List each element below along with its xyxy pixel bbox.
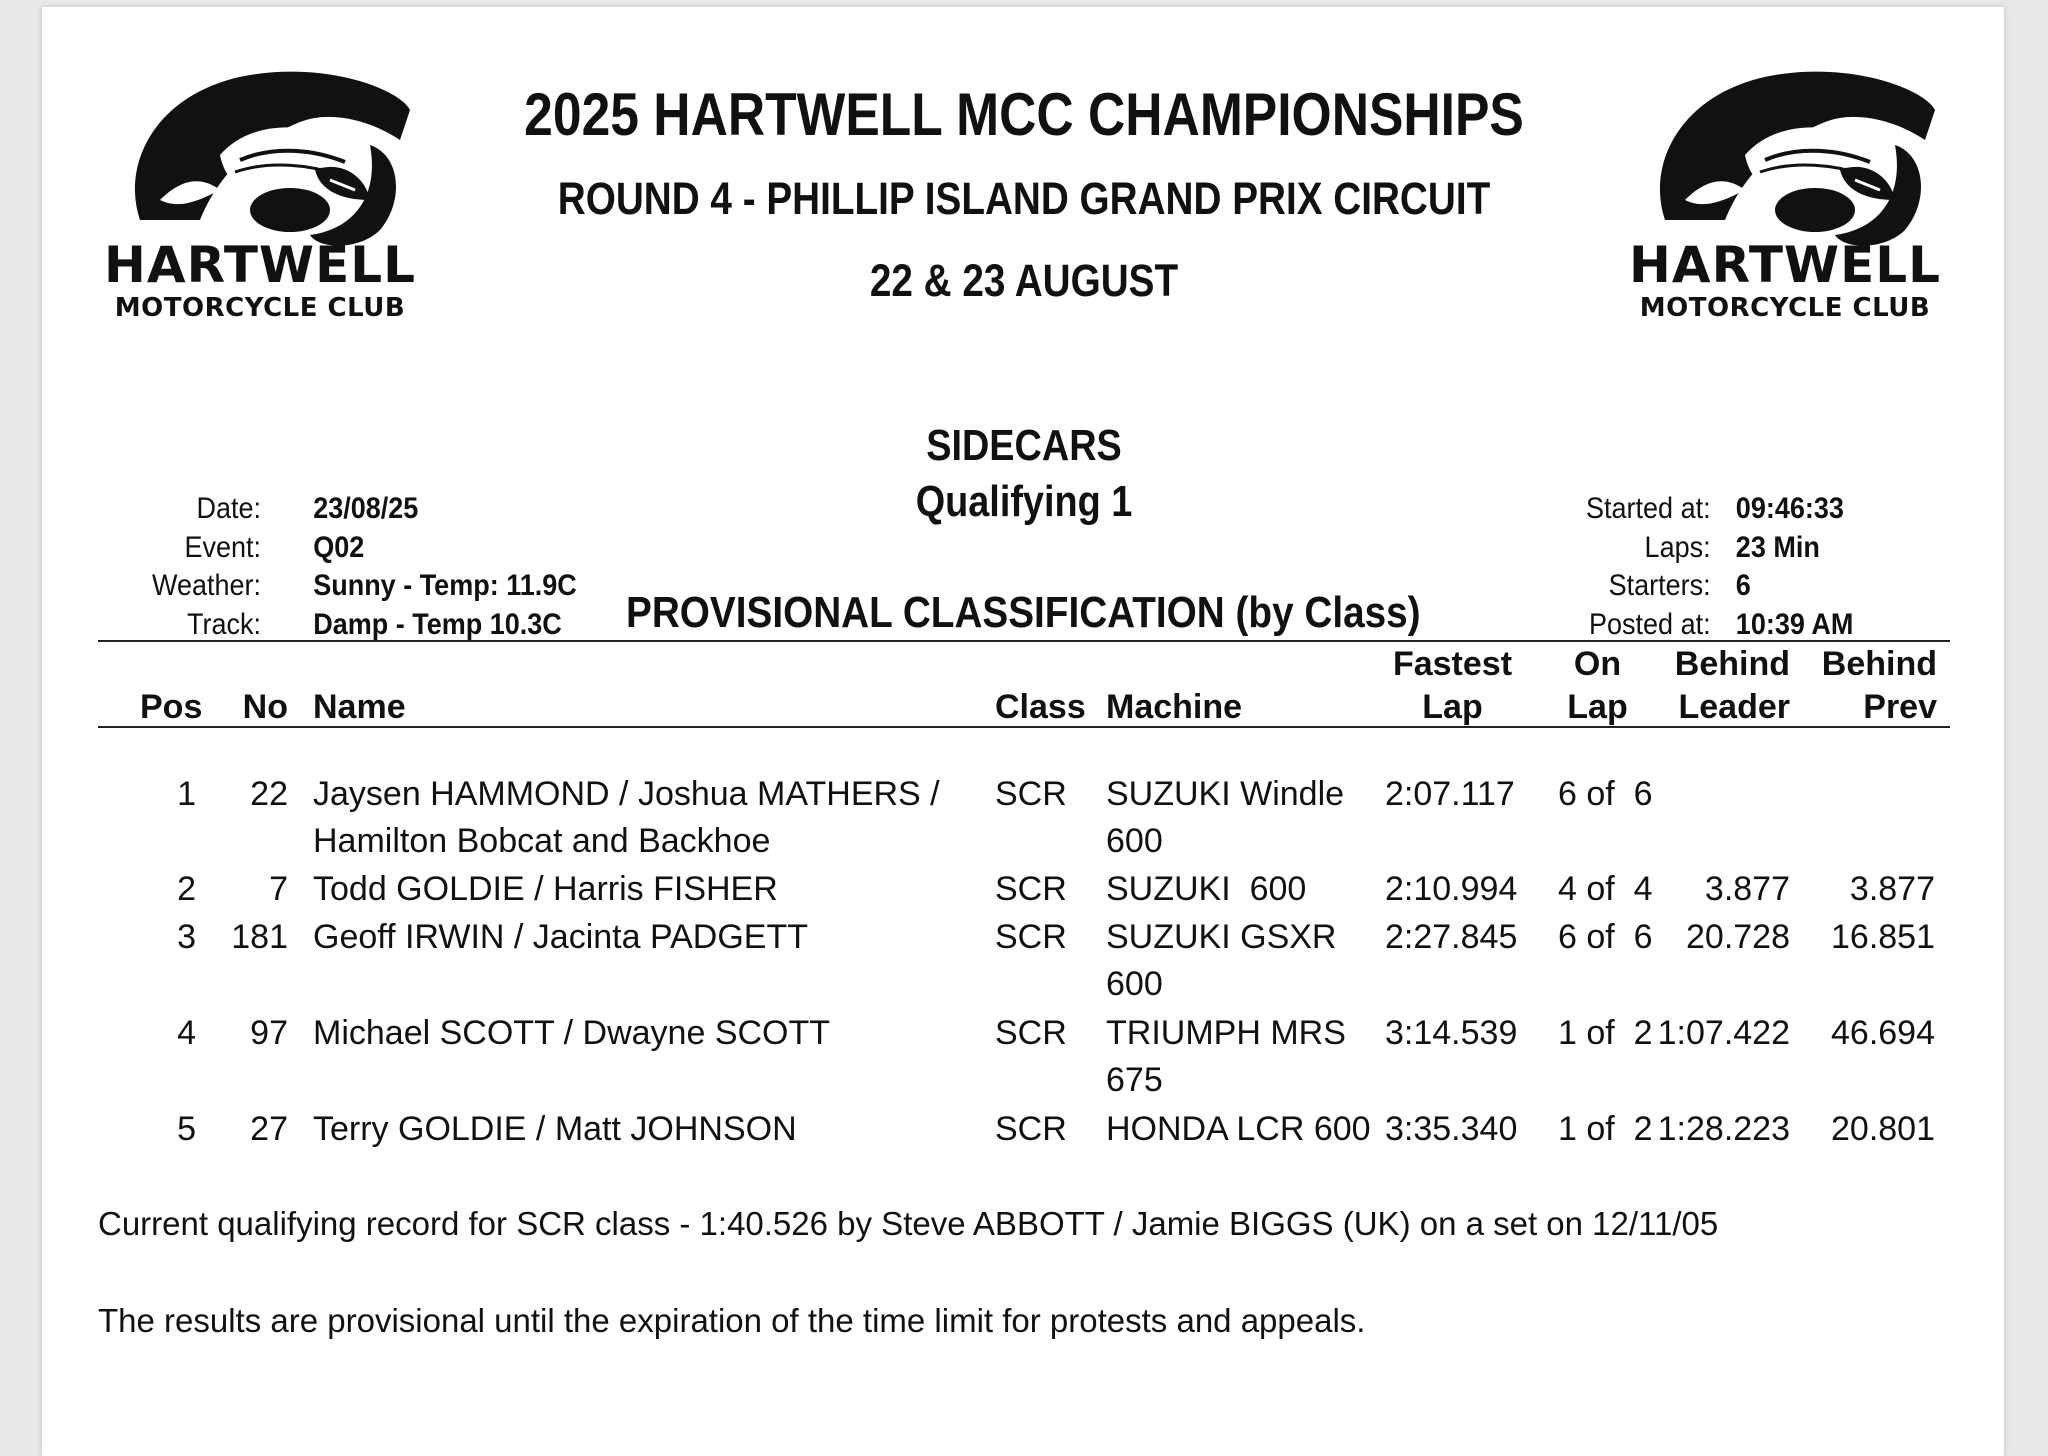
row-pos: 1 — [177, 775, 196, 813]
row-pos: 3 — [177, 918, 196, 956]
col-machine: Machine — [1106, 688, 1243, 726]
col-onlap-2: Lap — [1567, 688, 1628, 726]
row-no: 27 — [250, 1110, 288, 1148]
row-fastest-lap: 3:35.340 — [1385, 1110, 1518, 1148]
row-name: Geoff IRWIN / Jacinta PADGETT — [313, 918, 809, 956]
row-fastest-lap: 2:27.845 — [1385, 918, 1518, 956]
row-on-lap: 4 of 4 — [1558, 870, 1653, 908]
row-behind-leader: 3.877 — [1704, 870, 1790, 908]
row-on-lap: 6 of 6 — [1558, 775, 1653, 813]
row-no: 97 — [250, 1014, 288, 1052]
info-started: 09:46:33 — [1735, 492, 1844, 525]
classification-title: PROVISIONAL CLASSIFICATION (by Class) — [626, 588, 1421, 637]
row-machine-cont: 600 — [1106, 822, 1163, 860]
row-pos: 5 — [177, 1110, 196, 1148]
logo-subtitle: MOTORCYCLE CLUB — [1639, 293, 1931, 323]
info-label: Started at: — [1586, 492, 1711, 525]
col-class: Class — [995, 688, 1086, 726]
col-fastest-1: Fastest — [1392, 645, 1513, 683]
row-behind-prev: 3.877 — [1849, 870, 1935, 908]
row-pos: 2 — [177, 870, 196, 908]
row-fastest-lap: 2:10.994 — [1385, 870, 1518, 908]
row-class: SCR — [995, 918, 1067, 956]
row-machine: SUZUKI GSXR — [1106, 918, 1337, 956]
info-label: Weather: — [151, 569, 261, 602]
row-fastest-lap: 3:14.539 — [1385, 1014, 1518, 1052]
info-weather: Sunny - Temp: 11.9C — [313, 569, 577, 602]
row-name: Todd GOLDIE / Harris FISHER — [313, 870, 778, 908]
row-machine: SUZUKI Windle — [1106, 775, 1345, 813]
row-name: Terry GOLDIE / Matt JOHNSON — [313, 1110, 797, 1148]
row-pos: 4 — [177, 1014, 196, 1052]
row-machine: SUZUKI 600 — [1106, 870, 1307, 908]
category-title: SIDECARS — [926, 421, 1122, 470]
info-date: 23/08/25 — [313, 492, 419, 525]
info-starters: 6 — [1735, 569, 1751, 602]
row-on-lap: 1 of 2 — [1558, 1110, 1653, 1148]
row-name: Michael SCOTT / Dwayne SCOTT — [313, 1014, 831, 1052]
session-title: Qualifying 1 — [915, 477, 1133, 526]
info-event: Q02 — [313, 530, 365, 564]
row-class: SCR — [995, 1014, 1067, 1052]
row-machine-cont: 675 — [1106, 1061, 1163, 1099]
championship-title: 2025 HARTWELL MCC CHAMPIONSHIPS — [524, 81, 1524, 148]
round-title: ROUND 4 - PHILLIP ISLAND GRAND PRIX CIRCUIT — [557, 173, 1491, 224]
provisional-disclaimer: The results are provisional until the expiration of the time limit for protests and appeals. — [98, 1302, 1366, 1339]
info-label: Posted at: — [1589, 607, 1711, 641]
col-behind-prev-1: Behind — [1821, 645, 1937, 683]
row-on-lap: 1 of 2 — [1558, 1014, 1653, 1052]
info-label: Starters: — [1608, 569, 1711, 602]
event-dates: 22 & 23 AUGUST — [869, 255, 1179, 306]
row-name: Jaysen HAMMOND / Joshua MATHERS / — [313, 775, 940, 813]
logo-name: HARTWELL — [104, 236, 416, 294]
col-behind-prev-2: Prev — [1863, 688, 1937, 726]
row-no: 7 — [269, 870, 288, 908]
logo-subtitle: MOTORCYCLE CLUB — [114, 293, 406, 323]
qualifying-record: Current qualifying record for SCR class - 1:40.526 by Steve ABBOTT / Jamie BIGGS (UK) on a set on 12/11/05 — [98, 1205, 1719, 1242]
row-name-cont: Hamilton Bobcat and Backhoe — [313, 822, 771, 860]
row-behind-leader: 1:07.422 — [1657, 1014, 1790, 1052]
row-behind-leader: 20.728 — [1686, 918, 1790, 956]
row-machine: HONDA LCR 600 — [1106, 1110, 1371, 1148]
row-fastest-lap: 2:07.117 — [1385, 775, 1515, 813]
info-label: Event: — [184, 530, 261, 564]
row-no: 181 — [231, 918, 288, 956]
row-class: SCR — [995, 775, 1067, 813]
info-posted: 10:39 AM — [1735, 607, 1854, 641]
row-behind-prev: 46.694 — [1831, 1014, 1935, 1052]
col-behind-leader-2: Leader — [1678, 688, 1790, 726]
row-on-lap: 6 of 6 — [1558, 918, 1653, 956]
col-pos: Pos — [140, 688, 203, 726]
col-fastest-2: Lap — [1422, 688, 1483, 726]
info-label: Track: — [186, 607, 261, 641]
row-class: SCR — [995, 1110, 1067, 1148]
row-machine-cont: 600 — [1106, 965, 1163, 1003]
col-no: No — [242, 688, 288, 726]
info-label: Laps: — [1644, 530, 1711, 564]
row-no: 22 — [250, 775, 288, 813]
col-onlap-1: On — [1573, 645, 1622, 683]
row-machine: TRIUMPH MRS — [1106, 1014, 1346, 1052]
row-behind-leader: 1:28.223 — [1657, 1110, 1790, 1148]
info-label: Date: — [196, 492, 261, 525]
row-class: SCR — [995, 870, 1067, 908]
col-name: Name — [313, 688, 406, 726]
info-track: Damp - Temp 10.3C — [313, 607, 562, 641]
logo-name: HARTWELL — [1629, 236, 1941, 294]
col-behind-leader-1: Behind — [1674, 645, 1790, 683]
header-rule-bottom — [98, 726, 1950, 728]
header-rule-top — [98, 640, 1950, 642]
info-laps: 23 Min — [1735, 530, 1820, 564]
row-behind-prev: 20.801 — [1831, 1110, 1935, 1148]
row-behind-prev: 16.851 — [1831, 918, 1935, 956]
